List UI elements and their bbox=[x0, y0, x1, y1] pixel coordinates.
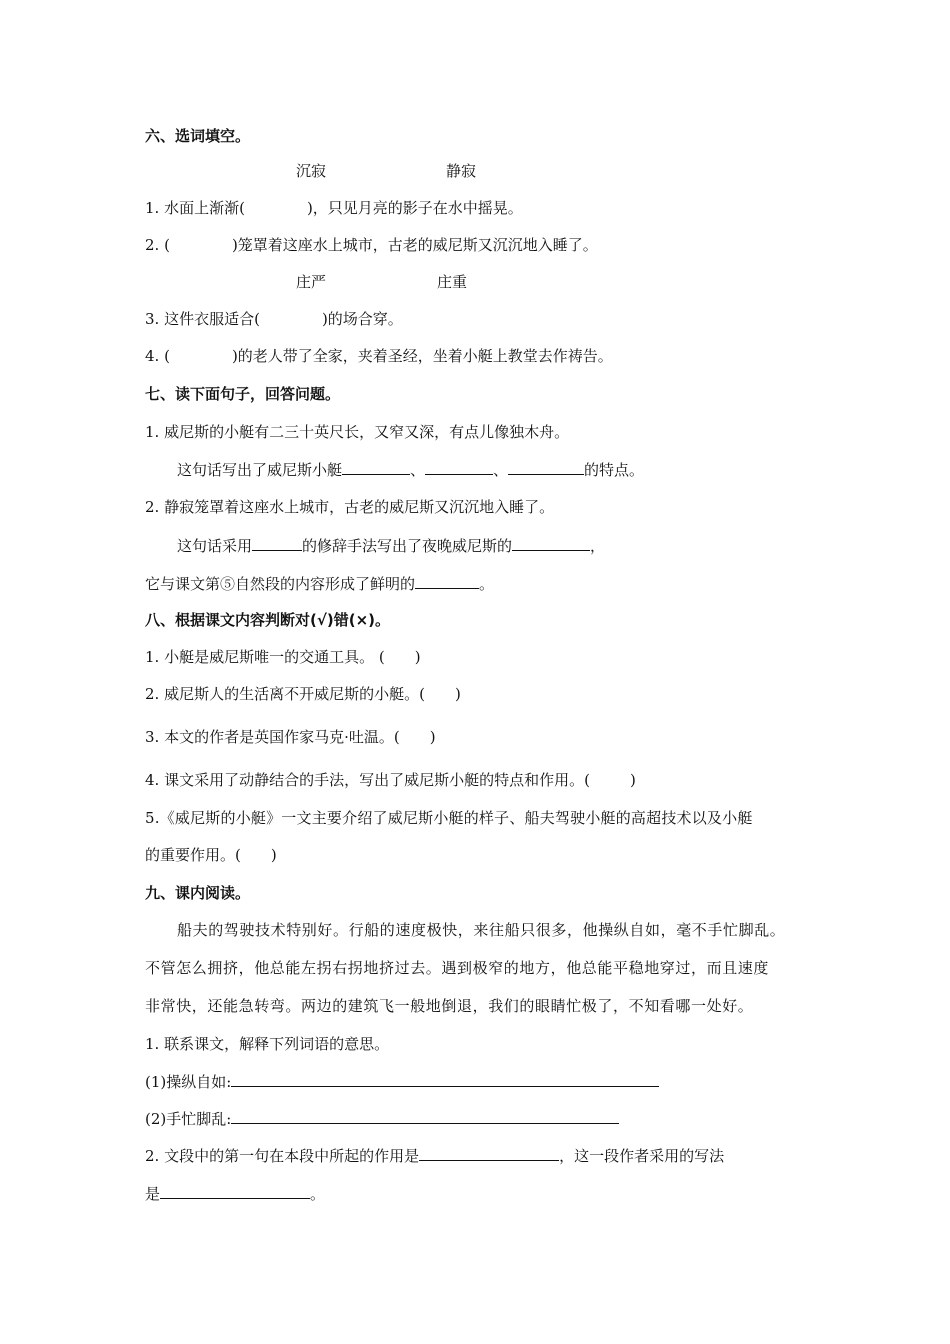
section-6-heading: 六、选词填空。 bbox=[145, 127, 251, 145]
question-8-4: 4. 课文采用了动静结合的手法，写出了威尼斯小艇的特点和作用。( ) bbox=[145, 771, 636, 789]
question-7-1: 1. 威尼斯的小艇有二三十英尺长，又窄又深，有点儿像独木舟。 bbox=[145, 423, 570, 441]
question-9-2-cont: 是 。 bbox=[145, 1185, 326, 1203]
answer-blank[interactable] bbox=[160, 1183, 310, 1199]
section-7-heading: 七、读下面句子，回答问题。 bbox=[145, 385, 341, 403]
question-6-3: 3. 这件衣服适合( )的场合穿。 bbox=[145, 310, 403, 328]
question-9-1-1: (1)操纵自如: bbox=[145, 1071, 659, 1092]
answer-blank[interactable] bbox=[512, 535, 590, 551]
reading-passage-line: 船夫的驾驶技术特别好。行船的速度极快，来往船只很多，他操纵自如，毫不手忙脚乱。 bbox=[177, 921, 786, 939]
question-7-2-sentence: 这句话采用 的修辞手法写出了夜晚威尼斯的 ， bbox=[177, 537, 606, 555]
answer-blank[interactable] bbox=[508, 459, 584, 475]
answer-blank[interactable] bbox=[252, 535, 302, 551]
question-6-1: 1. 水面上渐渐( )，只见月亮的影子在水中摇晃。 bbox=[145, 199, 523, 217]
reading-passage-line: 不管怎么拥挤，他总能左拐右拐地挤过去。遇到极窄的地方，他总能平稳地穿过，而且速度 bbox=[145, 959, 770, 977]
question-8-3: 3. 本文的作者是英国作家马克·吐温。( ) bbox=[145, 728, 436, 746]
reading-passage-line: 非常快，还能急转弯。两边的建筑飞一般地倒退，我们的眼睛忙极了，不知看哪一处好。 bbox=[145, 997, 754, 1015]
question-6-2: 2. ( )笼罩着这座水上城市，古老的威尼斯又沉沉地入睡了。 bbox=[145, 236, 598, 254]
question-8-1: 1. 小艇是威尼斯唯一的交通工具。 ( ) bbox=[145, 648, 421, 666]
answer-blank[interactable] bbox=[231, 1071, 659, 1087]
question-6-4: 4. ( )的老人带了全家，夹着圣经，坐着小艇上教堂去作祷告。 bbox=[145, 347, 613, 365]
answer-blank[interactable] bbox=[419, 1145, 559, 1161]
word-option: 庄重 bbox=[437, 273, 468, 291]
answer-blank[interactable] bbox=[425, 459, 493, 475]
word-option: 静寂 bbox=[446, 162, 477, 180]
question-7-2-sentence-cont: 它与课文第⑤自然段的内容形成了鲜明的 。 bbox=[145, 575, 495, 593]
word-option: 庄严 bbox=[296, 273, 327, 291]
question-9-2: 2. 文段中的第一句在本段中所起的作用是 ，这一段作者采用的写法 bbox=[145, 1147, 725, 1165]
question-8-5-cont: 的重要作用。( ) bbox=[145, 846, 277, 864]
question-7-1-sentence: 这句话写出了威尼斯小艇 、 、 的特点。 bbox=[177, 461, 645, 479]
question-8-5: 5.《威尼斯的小艇》一文主要介绍了威尼斯小艇的样子、船夫驾驶小艇的高超技术以及小艇 bbox=[145, 809, 753, 827]
answer-blank[interactable] bbox=[415, 573, 479, 589]
section-9-heading: 九、课内阅读。 bbox=[145, 884, 251, 902]
question-8-2: 2. 威尼斯人的生活离不开威尼斯的小艇。( ) bbox=[145, 685, 461, 703]
question-9-1: 1. 联系课文，解释下列词语的意思。 bbox=[145, 1035, 390, 1053]
word-option: 沉寂 bbox=[296, 162, 327, 180]
answer-blank[interactable] bbox=[231, 1108, 619, 1124]
question-7-2: 2. 静寂笼罩着这座水上城市，古老的威尼斯又沉沉地入睡了。 bbox=[145, 498, 555, 516]
section-8-heading: 八、根据课文内容判断对(√)错(×)。 bbox=[145, 611, 390, 629]
answer-blank[interactable] bbox=[342, 459, 410, 475]
question-9-1-2: (2)手忙脚乱: bbox=[145, 1108, 619, 1129]
